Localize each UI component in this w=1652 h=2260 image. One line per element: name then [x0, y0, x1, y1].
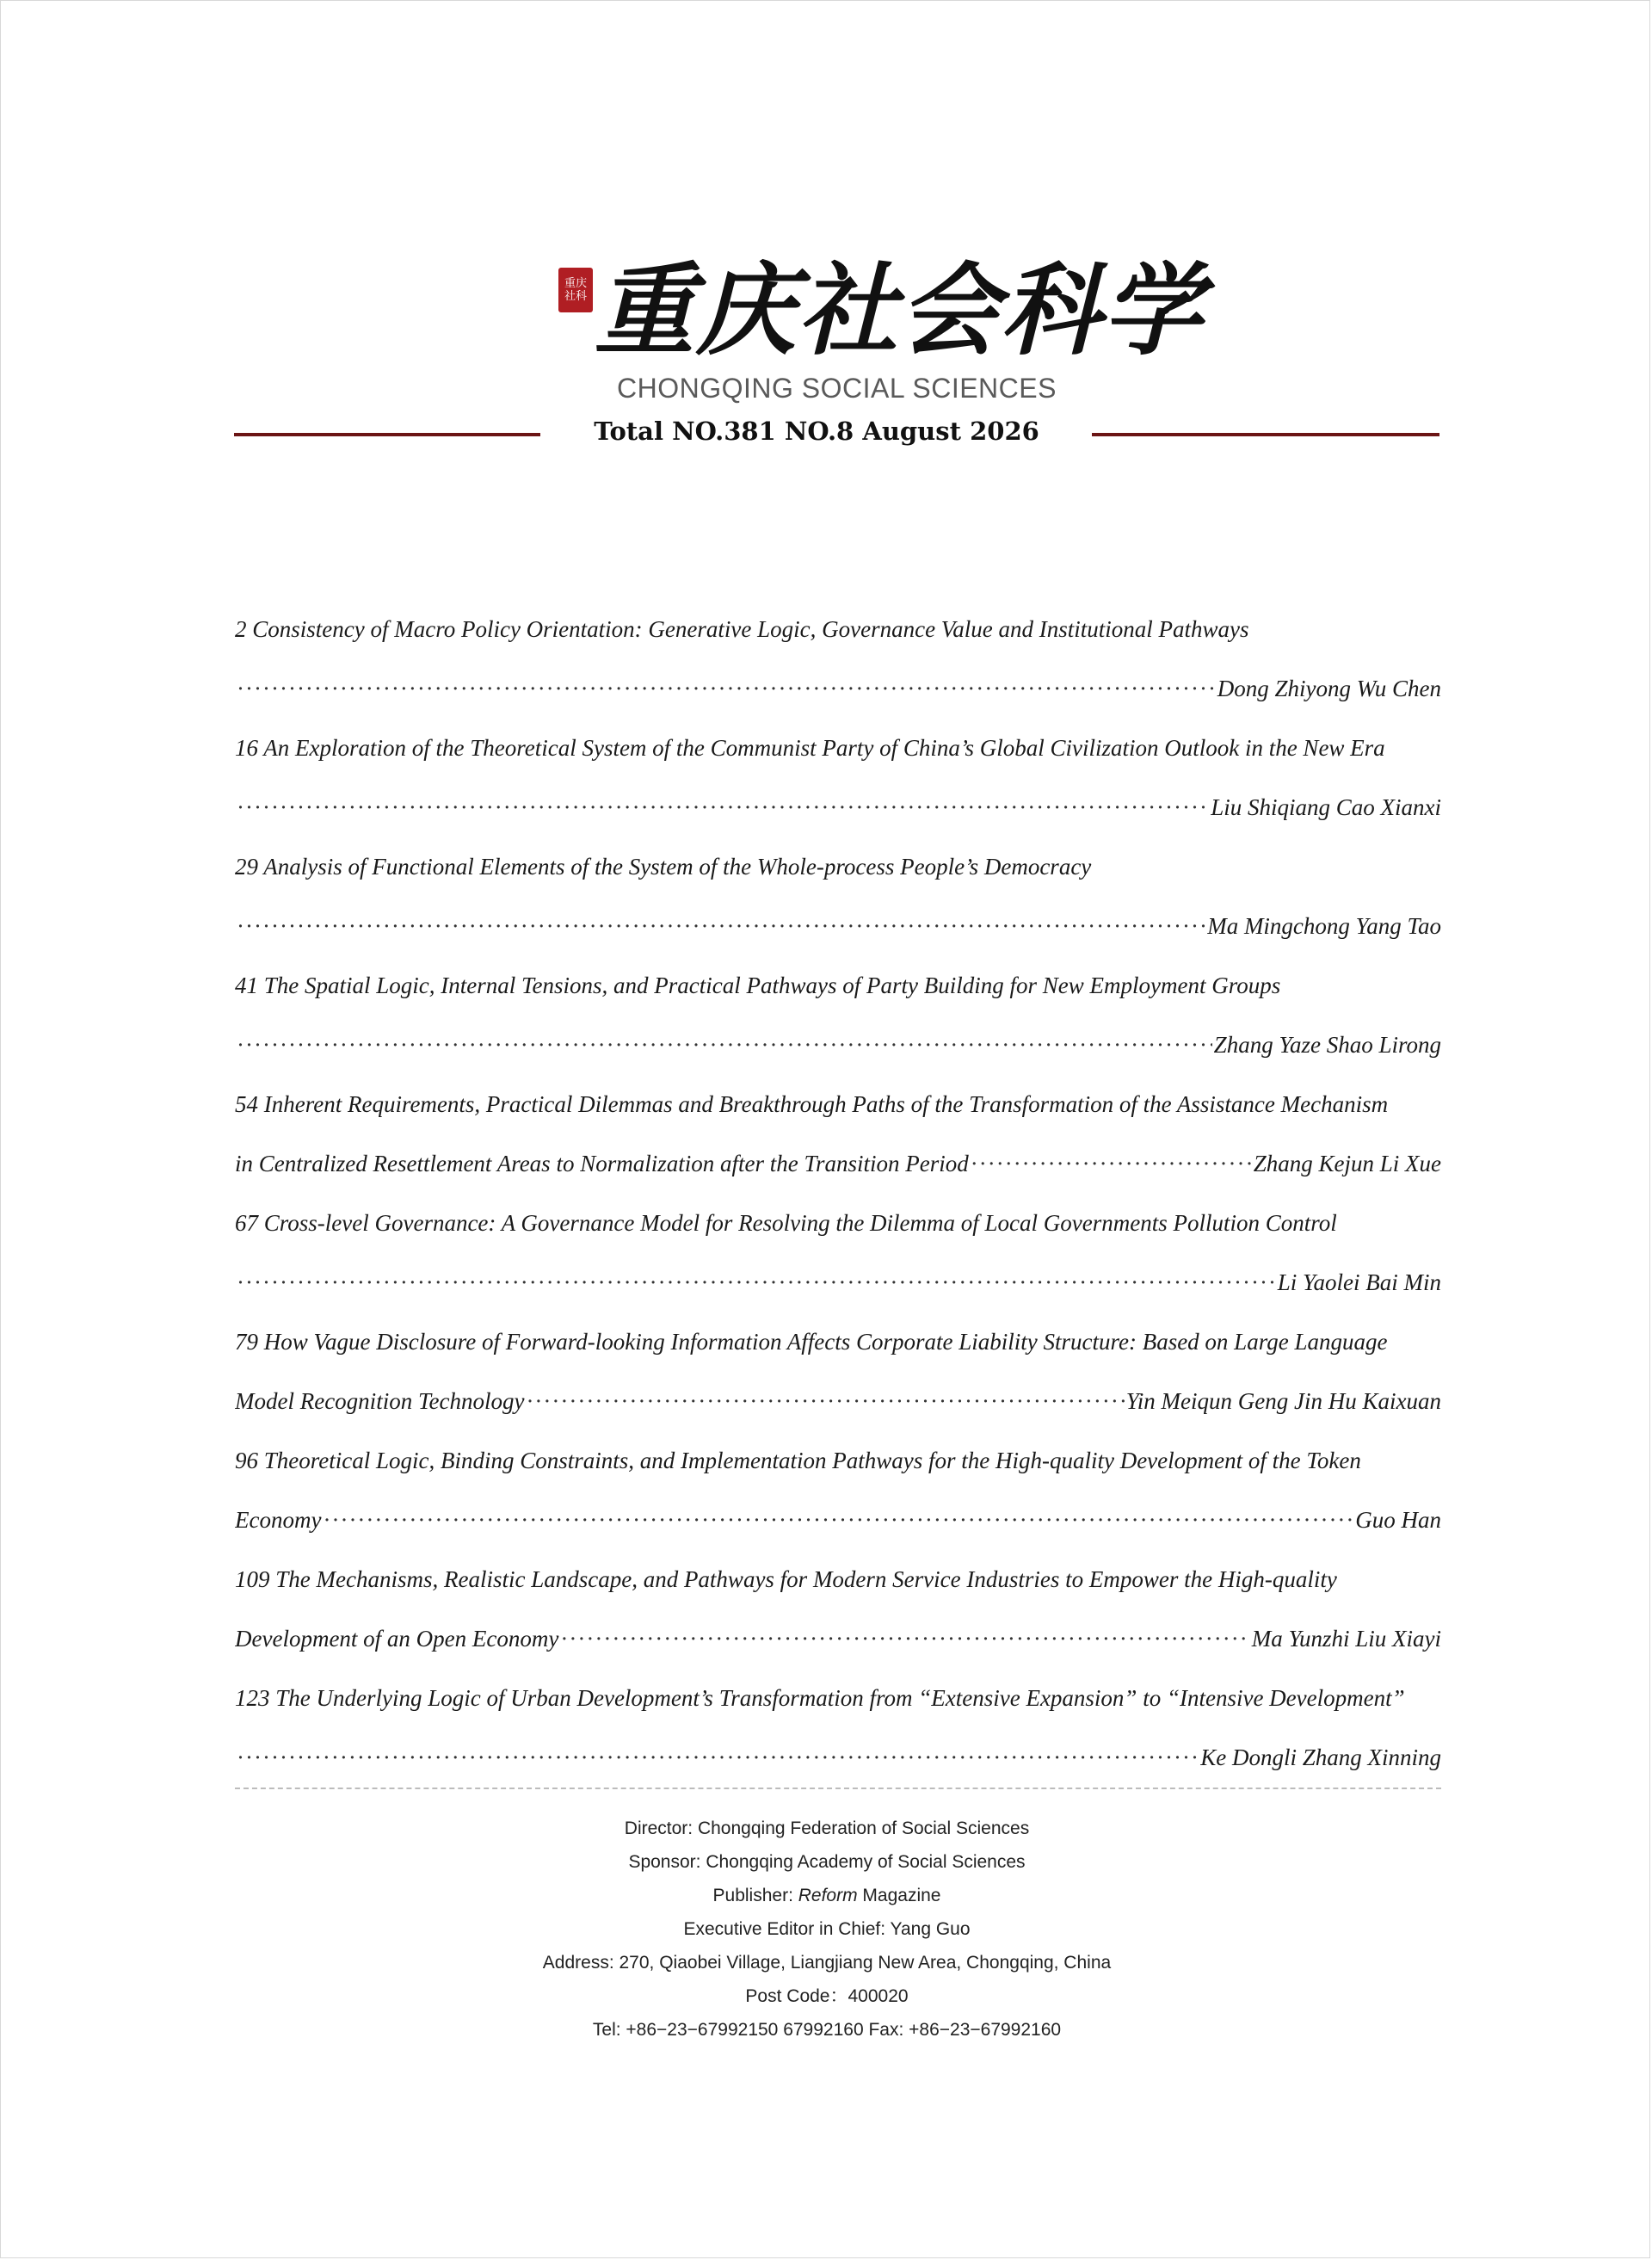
director-line: Director: Chongqing Federation of Social Sciences	[624, 1818, 1030, 1838]
toc-entry-line	[235, 1609, 1441, 1669]
dot-leader	[237, 897, 1205, 956]
address-line: Address: 270, Qiaobei Village, Liangjiang New Area, Chongqing, China	[542, 1953, 1112, 1973]
dot-leader	[237, 1253, 1276, 1312]
dot-leader	[971, 1134, 1252, 1194]
article-title: 67 Cross-level Governance: A Governance Model for Resolving the Dilemma of Local Governments Pollution Control	[235, 1210, 1337, 1236]
dot-leader	[237, 1016, 1212, 1075]
toc-entry-line	[235, 1728, 1441, 1788]
article-authors: Dong Zhiyong Wu Chen	[1217, 676, 1441, 701]
article-title: Model Recognition Technology	[235, 1388, 525, 1414]
article-title: 54 Inherent Requirements, Practical Dilemmas and Breakthrough Paths of the Transformation of the Assistance Mechanism	[235, 1091, 1389, 1117]
article-title: 41 The Spatial Logic, Internal Tensions, and Practical Pathways of Party Building for New Employment Groups	[235, 973, 1281, 998]
article-authors: Liu Shiqiang Cao Xianxi	[1211, 794, 1441, 820]
toc-entry-line	[235, 1550, 1441, 1609]
left-divider-rule	[234, 433, 540, 436]
article-title: Economy	[235, 1507, 322, 1533]
toc-entry-line	[235, 1194, 1441, 1253]
dot-leader	[323, 1491, 1353, 1550]
dot-leader	[560, 1609, 1249, 1669]
toc-entry-line	[235, 837, 1441, 897]
toc-entry-line	[235, 1372, 1441, 1431]
dot-leader	[237, 659, 1216, 719]
publisher-line	[1, 1879, 1652, 1912]
toc-entry-line	[235, 778, 1441, 837]
article-authors: Yin Meiqun Geng Jin Hu Kaixuan	[1125, 1388, 1441, 1414]
toc-entry-line	[235, 956, 1441, 1016]
toc-entry-line	[235, 1312, 1441, 1372]
phone-fax-line: Tel: +86−23−67992150 67992160 Fax: +86−23−67992160	[592, 2020, 1062, 2040]
article-title: 29 Analysis of Functional Elements of the System of the Whole-process People’s Democracy	[235, 854, 1092, 880]
article-title: 79 How Vague Disclosure of Forward-looking Information Affects Corporate Liability Structure: Based on Large Language	[235, 1329, 1388, 1355]
journal-title-english: CHONGQING SOCIAL SCIENCES	[617, 373, 1057, 404]
masthead	[1, 250, 1652, 474]
publisher-name: Reform	[798, 1886, 858, 1905]
toc-entry-line	[235, 719, 1441, 778]
article-title: 96 Theoretical Logic, Binding Constraints, and Implementation Pathways for the High-quality Development of the Token	[235, 1448, 1361, 1473]
dot-leader	[237, 778, 1209, 837]
dot-leader	[526, 1372, 1124, 1431]
toc-entry-line	[235, 1016, 1441, 1075]
article-title: Development of an Open Economy	[235, 1626, 559, 1652]
table-of-contents	[235, 600, 1441, 1788]
toc-entry-line	[235, 1431, 1441, 1491]
toc-entry-line	[235, 1253, 1441, 1312]
issue-number: Total NO.381 NO.8 August 2026	[594, 417, 1039, 446]
toc-entry-line	[235, 1134, 1441, 1194]
publisher-prefix: Publisher:	[712, 1886, 798, 1905]
postcode-line: Post Code：400020	[745, 1986, 909, 2006]
article-title: in Centralized Resettlement Areas to Normalization after the Transition Period	[235, 1151, 969, 1176]
article-authors: Guo Han	[1355, 1507, 1441, 1533]
article-authors: Zhang Yaze Shao Lirong	[1213, 1032, 1441, 1058]
right-divider-rule	[1092, 433, 1439, 436]
publisher-suffix: Magazine	[857, 1886, 941, 1905]
article-title: 123 The Underlying Logic of Urban Development’s Transformation from “Extensive Expansion” to “Intensive Development”	[235, 1685, 1405, 1711]
publication-info	[1, 1812, 1652, 2047]
article-title: 109 The Mechanisms, Realistic Landscape, and Pathways for Modern Service Industries to Empower the High-quality	[235, 1566, 1337, 1592]
editor-line: Executive Editor in Chief: Yang Guo	[683, 1919, 971, 1939]
toc-entry-line	[235, 659, 1441, 719]
toc-entry-line	[235, 1491, 1441, 1550]
dashed-separator	[235, 1788, 1441, 1789]
toc-entry-line	[235, 1075, 1441, 1134]
journal-title-chinese: 重庆社会科学	[595, 252, 1204, 369]
article-authors: Ma Mingchong Yang Tao	[1207, 913, 1441, 939]
toc-entry-line	[235, 897, 1441, 956]
toc-entry-line	[235, 600, 1441, 659]
article-authors: Ma Yunzhi Liu Xiayi	[1251, 1626, 1441, 1652]
article-authors: Li Yaolei Bai Min	[1277, 1269, 1441, 1295]
red-seal-logo: 重庆社科	[558, 268, 593, 312]
article-title: 16 An Exploration of the Theoretical System of the Communist Party of China’s Global Civilization Outlook in the New Era	[235, 735, 1385, 761]
article-authors: Zhang Kejun Li Xue	[1253, 1151, 1441, 1176]
article-authors: Ke Dongli Zhang Xinning	[1200, 1744, 1441, 1770]
toc-entry-line	[235, 1669, 1441, 1728]
dot-leader	[237, 1728, 1199, 1788]
sponsor-line: Sponsor: Chongqing Academy of Social Sciences	[628, 1852, 1026, 1872]
article-title: 2 Consistency of Macro Policy Orientation: Generative Logic, Governance Value and Institutional Pathways	[235, 616, 1249, 642]
